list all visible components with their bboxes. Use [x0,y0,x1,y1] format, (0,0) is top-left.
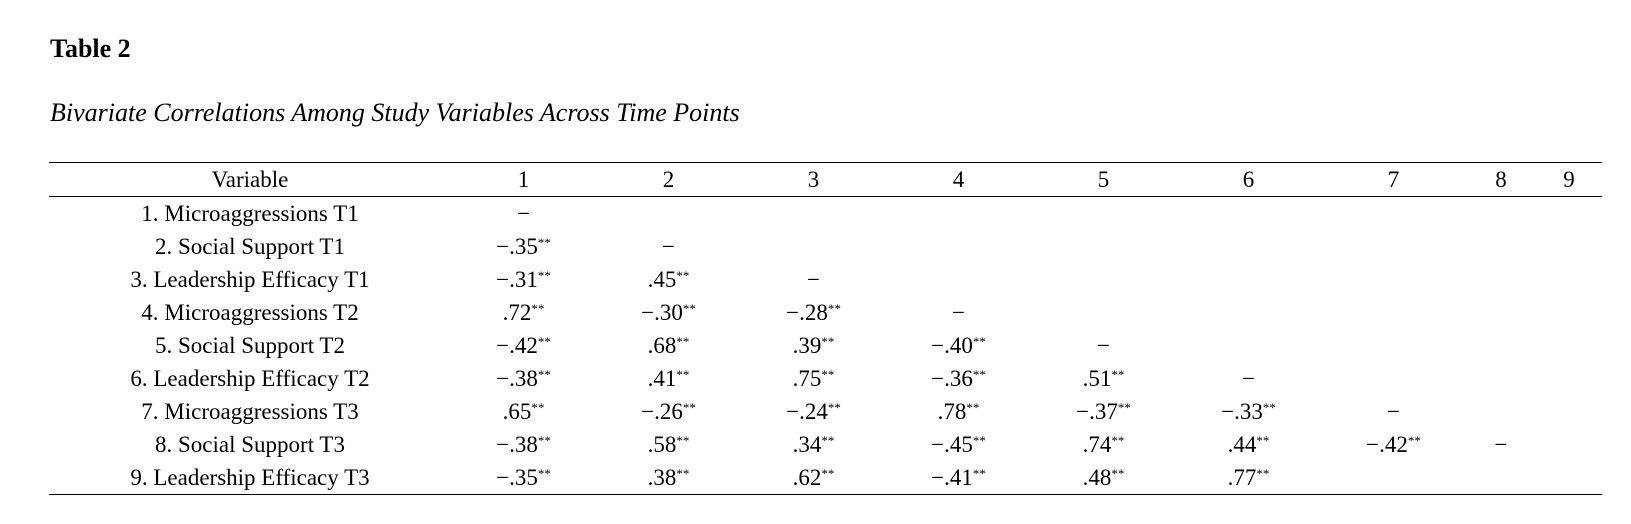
correlation-cell: .44** [1227,431,1270,457]
correlation-cell: − [1242,365,1255,391]
table-row [49,329,1602,362]
correlation-cell: −.40** [931,332,986,358]
correlation-cell [1031,197,1176,231]
table-row [49,296,1602,329]
correlation-cell: − [1097,332,1110,358]
column-header-1: 1 [517,166,530,192]
correlation-cell: −.35** [496,464,551,490]
correlation-cell [1536,296,1602,329]
table-body [49,197,1602,495]
column-header-3: 3 [807,166,820,192]
correlation-cell [741,230,886,263]
correlation-cell [1466,296,1536,329]
correlation-cell: −.26** [641,398,696,424]
correlation-cell [1176,230,1321,263]
correlation-cell: −.38** [496,431,551,457]
correlation-cell [886,197,1031,231]
correlation-cell: .39** [792,332,835,358]
correlation-cell [1466,362,1536,395]
correlation-cell: − [807,266,820,292]
table-row [49,395,1602,428]
correlation-cell: .75** [792,365,835,391]
table-row [49,263,1602,296]
correlation-cell: −.37** [1076,398,1131,424]
correlation-cell [1466,329,1536,362]
correlation-cell [1321,329,1466,362]
correlation-cell [1466,230,1536,263]
variable-label: 8. Social Support T3 [155,431,345,457]
correlation-cell: .48** [1082,464,1125,490]
correlation-cell [1321,296,1466,329]
correlation-cell: −.35** [496,233,551,259]
column-header-4: 4 [952,166,965,192]
table-row [49,428,1602,461]
correlation-cell [1031,296,1176,329]
column-header-7: 7 [1387,166,1400,192]
correlation-cell: −.36** [931,365,986,391]
correlation-cell [1321,263,1466,296]
correlation-cell [1031,263,1176,296]
correlation-cell: −.38** [496,365,551,391]
correlation-cell [1466,461,1536,495]
correlation-cell: .68** [647,332,690,358]
correlation-cell [1536,362,1602,395]
correlation-cell [1176,329,1321,362]
table-label: Table 2 [50,34,131,63]
correlation-cell: −.41** [931,464,986,490]
variable-label: 3. Leadership Efficacy T1 [130,266,370,292]
correlation-cell [1536,329,1602,362]
column-header-6: 6 [1242,166,1255,192]
variable-label: 2. Social Support T1 [155,233,345,259]
correlation-cell [1321,461,1466,495]
correlation-cell: −.42** [1366,431,1421,457]
correlation-cell [1176,197,1321,231]
table-row [49,230,1602,263]
correlation-cell [1176,263,1321,296]
correlation-cell: − [662,233,675,259]
column-header-5: 5 [1097,166,1110,192]
correlation-cell: − [1387,398,1400,424]
correlation-cell: .34** [792,431,835,457]
correlation-table [49,162,1602,495]
correlation-cell: −.42** [496,332,551,358]
correlation-cell [1536,428,1602,461]
correlation-cell [1466,197,1536,231]
correlation-cell [1321,197,1466,231]
correlation-cell [1536,197,1602,231]
correlation-cell [1321,362,1466,395]
correlation-cell: .74** [1082,431,1125,457]
table-title: Bivariate Correlations Among Study Variables Across Time Points [50,98,740,127]
table-row [49,362,1602,395]
correlation-cell: .51** [1082,365,1125,391]
column-header-variable: Variable [211,166,289,192]
correlation-cell [1536,230,1602,263]
correlation-cell: .77** [1227,464,1270,490]
correlation-cell [1536,263,1602,296]
correlation-cell [741,197,886,231]
correlation-cell: −.45** [931,431,986,457]
correlation-cell: − [517,200,530,226]
correlation-cell: −.30** [641,299,696,325]
correlation-cell: .78** [937,398,980,424]
table-header-row [49,163,1602,197]
correlation-cell: .65** [502,398,545,424]
correlation-cell: .41** [647,365,690,391]
correlation-cell: − [952,299,965,325]
column-header-8: 8 [1495,166,1507,192]
variable-label: 1. Microaggressions T1 [141,200,359,226]
variable-label: 7. Microaggressions T3 [141,398,359,424]
variable-label: 9. Leadership Efficacy T3 [130,464,370,490]
variable-label: 6. Leadership Efficacy T2 [130,365,370,391]
correlation-cell: −.24** [786,398,841,424]
variable-label: 4. Microaggressions T2 [141,299,359,325]
correlation-cell: .62** [792,464,835,490]
column-header-2: 2 [662,166,675,192]
table-row [49,197,1602,231]
correlation-cell [1466,395,1536,428]
correlation-cell: −.31** [496,266,551,292]
correlation-cell [1321,230,1466,263]
variable-label: 5. Social Support T2 [155,332,345,358]
correlation-cell: −.33** [1221,398,1276,424]
column-header-9: 9 [1563,166,1575,192]
correlation-cell: .72** [502,299,545,325]
correlation-cell [1176,296,1321,329]
correlation-cell: −.28** [786,299,841,325]
correlation-cell [886,230,1031,263]
correlation-cell: .45** [647,266,690,292]
correlation-cell: .58** [647,431,690,457]
correlation-cell [596,197,741,231]
correlation-cell [1466,263,1536,296]
correlation-cell: .38** [647,464,690,490]
correlation-cell [1536,395,1602,428]
correlation-cell [1031,230,1176,263]
correlation-cell: − [1494,431,1508,457]
correlation-cell [886,263,1031,296]
correlation-cell [1536,461,1602,495]
table-row [49,461,1602,495]
